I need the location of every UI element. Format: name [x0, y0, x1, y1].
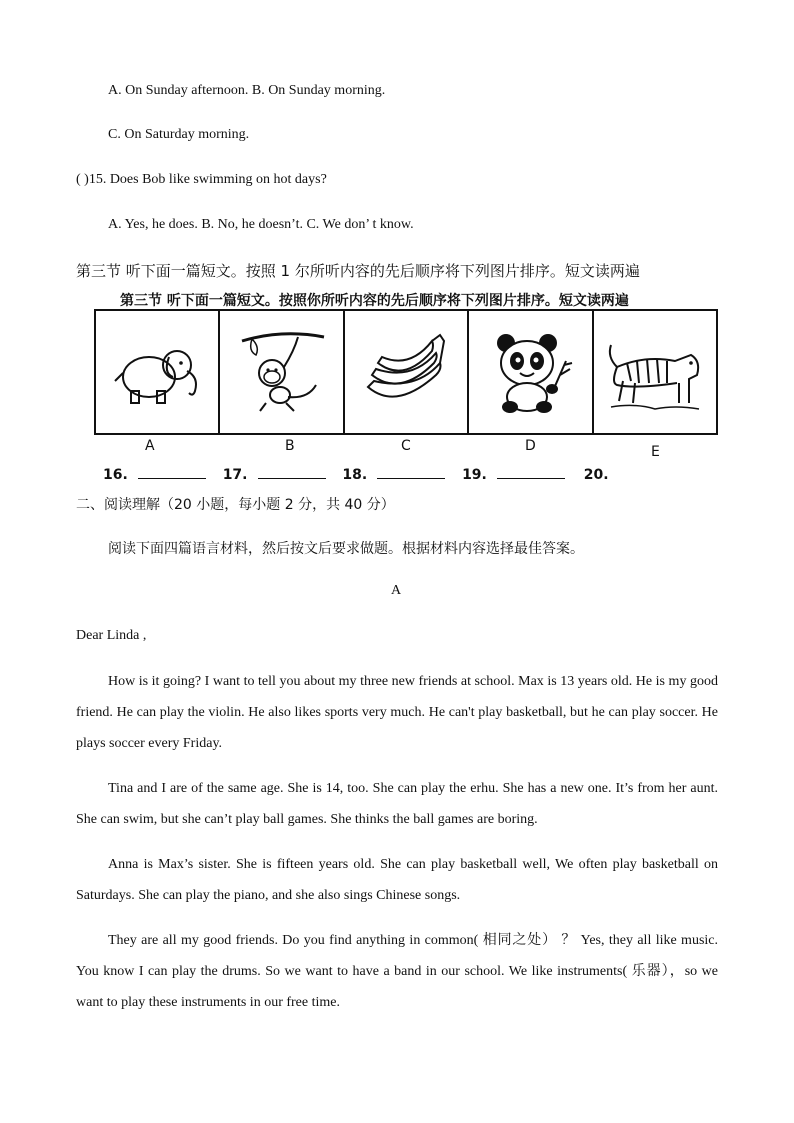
blank-number-19: 19. [462, 467, 487, 483]
picture-label-a: A [145, 438, 155, 454]
blank-number-18: 18. [342, 467, 368, 483]
q14-options-line1: A. On Sunday afternoon. B. On Sunday morning. [108, 83, 386, 98]
blank-number-20: 20. [583, 467, 609, 483]
paragraph-2: Tina and I are of the same age. She is 14, too. She can play the erhu. She has a new one. It’s from her aunt. She can swim, but she can’t play ball games. She thinks the ball games are boring. [76, 781, 718, 827]
picture-table [94, 309, 718, 435]
paragraph-3: Anna is Max’s sister. She is fifteen years old. She can play basketball well, We often play basketball on Saturdays. She can play the piano, and she also sings Chinese songs. [76, 857, 718, 903]
picture-cell-e [594, 311, 716, 433]
picture-cell-c [345, 311, 469, 433]
monkey-icon [232, 327, 332, 417]
part2-heading: 二、阅读理解（20 小题，每小题 2 分，共 40 分） [76, 497, 395, 513]
picture-label-e: E [651, 444, 660, 460]
answer-blanks-row [103, 466, 609, 483]
part2-instruction: 阅读下面四篇语言材料，然后按文后要求做题。根据材料内容选择最佳答案。 [108, 541, 584, 557]
banana-icon [356, 327, 456, 417]
q14-options-line2: C. On Saturday morning. [108, 127, 250, 142]
picture-cell-a [96, 311, 220, 433]
letter-salutation: Dear Linda , [76, 628, 147, 643]
section3-printed-heading: 第三节 听下面一篇短文。按照你所听内容的先后顺序将下列图片排序。短文读两遍 [120, 293, 629, 309]
elephant-icon [107, 327, 207, 417]
paragraph-4: They are all my good friends. Do you find anything in common( 相同之处） ？ Yes, they all like music. You know I can play the drums. So we want to have a band in our school. We like instruments( 乐器），so we want to play these instruments in our free time. [76, 933, 718, 1010]
picture-label-b: B [285, 438, 295, 454]
blank-number-16: 16. [103, 467, 128, 483]
q15-options: A. Yes, he does. B. No, he doesn’t. C. We don’ t know. [108, 217, 414, 232]
blank-number-17: 17. [222, 467, 248, 483]
picture-cell-b [220, 311, 344, 433]
q15-question: ( )15. Does Bob like swimming on hot days? [76, 172, 327, 187]
answer-blank-19[interactable] [497, 466, 565, 479]
answer-blank-16[interactable] [138, 466, 206, 479]
picture-cell-d [469, 311, 593, 433]
panda-icon [480, 327, 580, 417]
paragraph-1: How is it going? I want to tell you about my three new friends at school. Max is 13 years old. He is my good friend. He can play the violin. He also likes sports very much. He can't play basketball, but he can play soccer. He plays soccer every Friday. [76, 674, 718, 751]
picture-label-c: C [401, 438, 411, 454]
picture-label-d: D [525, 438, 536, 454]
tiger-icon [605, 327, 705, 417]
passage-label: A [391, 583, 402, 598]
answer-blank-18[interactable] [377, 466, 445, 479]
section3-heading: 第三节 听下面一篇短文。按照 1 尔所听内容的先后顺序将下列图片排序。短文读两遍 [76, 262, 640, 280]
answer-blank-17[interactable] [258, 466, 326, 479]
